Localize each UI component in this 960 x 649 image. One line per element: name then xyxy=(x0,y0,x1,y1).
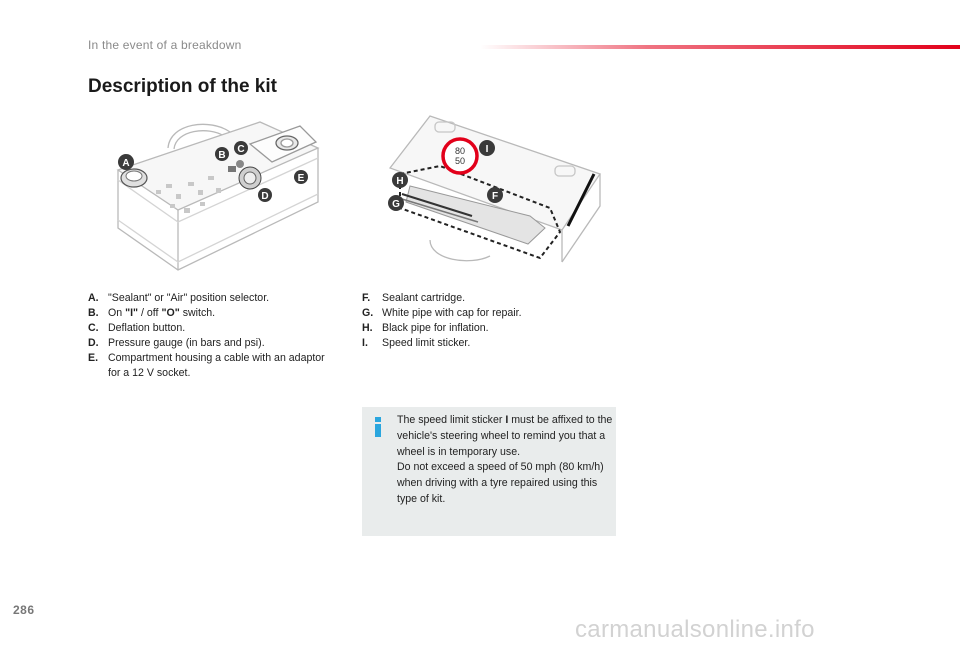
callout-f-label: F xyxy=(491,191,499,202)
kit-compressor-illustration xyxy=(110,118,330,278)
item-letter: F. xyxy=(362,292,371,304)
watermark: carmanualsonline.info xyxy=(575,616,815,643)
off-symbol: "O" xyxy=(161,307,180,319)
item-letter: C. xyxy=(88,322,99,334)
info-text xyxy=(397,413,613,508)
item-text-pre: On xyxy=(108,307,126,319)
list-item xyxy=(362,321,602,336)
info-text-after: must be affixed to the vehicle's steering wheel to remind you that a wheel is in temporary use. xyxy=(397,414,613,458)
sticker-value-80: 80 xyxy=(454,146,466,156)
sticker-value-50: 50 xyxy=(454,156,466,166)
page-number: 286 xyxy=(13,603,35,617)
callout-a-label: A xyxy=(122,158,130,169)
item-letter: D. xyxy=(88,337,99,349)
item-text: White pipe with cap for repair. xyxy=(382,307,522,319)
item-text-post: switch. xyxy=(179,307,216,319)
item-text xyxy=(108,306,333,321)
list-item xyxy=(88,351,333,381)
callout-b-label: B xyxy=(218,150,226,161)
callout-i-label: I xyxy=(485,144,489,155)
info-box xyxy=(362,407,616,536)
list-item xyxy=(362,336,602,351)
info-text-bold: I xyxy=(505,414,509,426)
info-text-line2: Do not exceed a speed of 50 mph (80 km/h) when driving with a tyre repaired using this type of kit. xyxy=(397,461,604,505)
legend-list-right xyxy=(362,291,602,351)
item-letter: A. xyxy=(88,292,99,304)
callout-h-label: H xyxy=(396,176,404,187)
item-text: Compartment housing a cable with an adaptor for a 12 V socket. xyxy=(108,352,325,379)
item-text: Speed limit sticker. xyxy=(382,337,471,349)
legend-list-left xyxy=(88,291,333,381)
callout-d-label: D xyxy=(261,191,269,202)
header-rule xyxy=(480,45,960,49)
list-item xyxy=(362,291,602,306)
item-letter: H. xyxy=(362,322,373,334)
list-item xyxy=(88,336,333,351)
page-title: Description of the kit xyxy=(88,76,277,97)
item-letter: B. xyxy=(88,307,99,319)
item-text: Pressure gauge (in bars and psi). xyxy=(108,337,265,349)
callout-c-label: C xyxy=(237,144,245,155)
item-letter: E. xyxy=(88,352,99,364)
list-item xyxy=(88,306,333,321)
item-text: "Sealant" or "Air" position selector. xyxy=(108,292,270,304)
callout-e-label: E xyxy=(297,173,305,184)
section-header: In the event of a breakdown xyxy=(88,38,242,52)
list-item xyxy=(362,306,602,321)
item-text: Sealant cartridge. xyxy=(382,292,466,304)
info-text-before: The speed limit sticker xyxy=(397,414,506,426)
item-letter: G. xyxy=(362,307,374,319)
item-text: Deflation button. xyxy=(108,322,186,334)
list-item xyxy=(88,291,333,306)
item-letter: I. xyxy=(362,337,368,349)
kit-underside-illustration xyxy=(380,110,610,268)
list-item xyxy=(88,321,333,336)
on-symbol: "I" xyxy=(125,307,139,319)
item-text-mid: / off xyxy=(138,307,162,319)
item-text: Black pipe for inflation. xyxy=(382,322,489,334)
callout-g-label: G xyxy=(392,199,400,210)
info-icon xyxy=(370,417,386,437)
